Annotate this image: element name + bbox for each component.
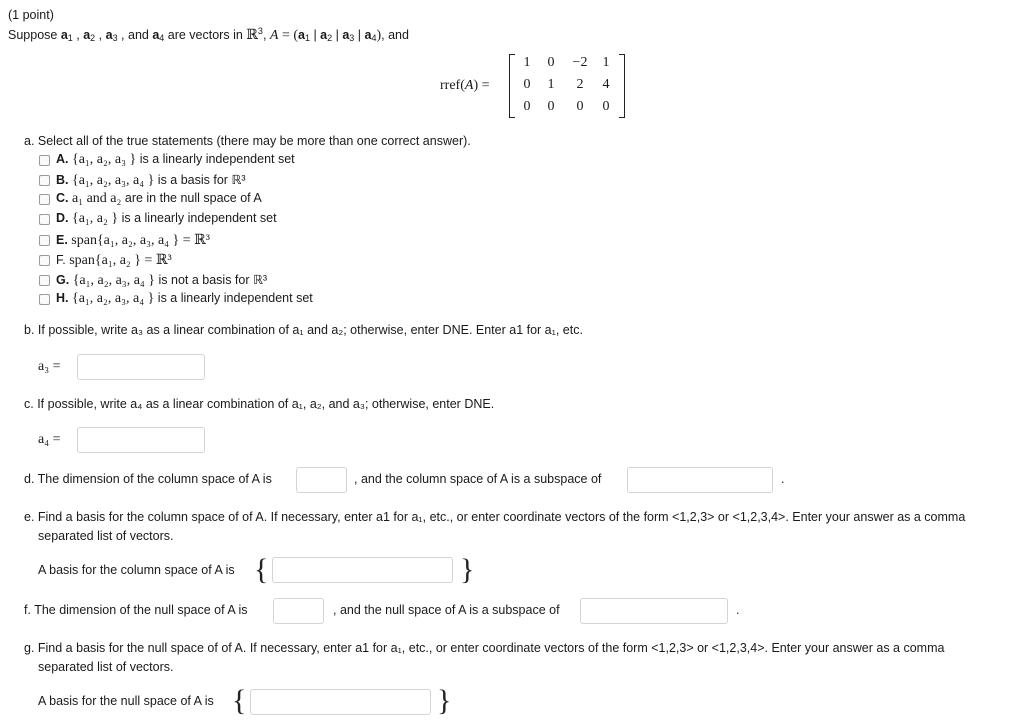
checkbox-option-f[interactable] [39,255,50,266]
part-g-prompt-2: separated list of vectors. [38,660,174,674]
null-space-basis-input[interactable] [250,689,431,715]
matrix-cell: −2 [572,55,588,70]
column-basis-label: A basis for the column space of A is [38,563,235,577]
rref-matrix [509,54,625,118]
matrix-cell: 0 [523,99,531,114]
checkbox-option-b[interactable] [39,175,50,186]
part-e-prompt: e. Find a basis for the column space of of A. If necessary, enter a1 for a₁, etc., or enter coordinate vectors of the form <1,2,3> or <1,2,3,4>. Enter your answer as a comma [24,510,966,524]
option-g: G. {a₁, a₂, a₃, a₄ } is not a basis for ℝ³ [56,273,268,288]
matrix-cell: 0 [547,55,555,70]
a4-label: a₄ = [38,432,61,447]
null-space-dimension-input[interactable] [273,598,324,624]
null-space-subspace-input[interactable] [580,598,728,624]
part-e-prompt-2: separated list of vectors. [38,529,174,543]
matrix-cell: 1 [547,77,555,92]
matrix-cell: 0 [576,99,584,114]
points-label: (1 point) [8,8,54,22]
checkbox-option-c[interactable] [39,194,50,205]
checkbox-option-a[interactable] [39,155,50,166]
option-f: F. span{a₁, a₂ } = ℝ³ [56,253,172,268]
part-f-text: f. The dimension of the null space of A is [24,603,248,617]
open-brace: { [232,684,247,717]
a4-input[interactable] [77,427,205,453]
close-brace: } [437,684,452,717]
matrix-cell: 0 [523,77,531,92]
a3-label: a₃ = [38,359,61,374]
part-d-text: d. The dimension of the column space of A is [24,472,272,486]
matrix-cell: 4 [602,77,610,92]
option-b: B. {a₁, a₂, a₃, a₄ } is a basis for ℝ³ [56,173,246,188]
matrix-cell: 0 [602,99,610,114]
checkbox-option-g[interactable] [39,275,50,286]
a3-input[interactable] [77,354,205,380]
checkbox-option-h[interactable] [39,294,50,305]
part-a-prompt: a. Select all of the true statements (there may be more than one correct answer). [24,134,471,148]
part-c-prompt: c. If possible, write a₄ as a linear combination of a₁, a₂, and a₃; otherwise, enter DNE. [24,397,495,411]
option-a: A. {a₁, a₂, a₃ } is a linearly independent set [56,152,295,167]
part-f-text-2: , and the null space of A is a subspace of [333,603,560,617]
column-space-subspace-input[interactable] [627,467,773,493]
matrix-cell: 1 [523,55,531,70]
rref-label: rref(A) = [440,78,490,93]
part-d-period: . [781,472,785,486]
matrix-cell: 0 [547,99,555,114]
part-f-period: . [736,603,740,617]
close-brace: } [460,553,475,586]
part-d-text-2: , and the column space of A is a subspace of [354,472,602,486]
matrix-cell: 1 [602,55,610,70]
option-e: E. span{a₁, a₂, a₃, a₄ } = ℝ³ [56,233,211,248]
null-basis-label: A basis for the null space of A is [38,694,214,708]
part-b-prompt: b. If possible, write a₃ as a linear combination of a₁ and a₂; otherwise, enter DNE. Enter a1 for a₁, etc. [24,323,583,337]
part-g-prompt: g. Find a basis for the null space of of A. If necessary, enter a1 for a₁, etc., or enter coordinate vectors of the form <1,2,3> or <1,2,3,4>. Enter your answer as a comma [24,641,945,655]
option-c: C. a₁ and a₂ are in the null space of A [56,191,262,206]
option-h: H. {a₁, a₂, a₃, a₄ } is a linearly independent set [56,291,313,306]
column-space-dimension-input[interactable] [296,467,347,493]
checkbox-option-e[interactable] [39,235,50,246]
open-brace: { [254,553,269,586]
problem-intro: Suppose $a_1$ , $a_2$ , $a_3$ , and $a_4$ are vectors in ℝ$^3$, $A = (a_1$ | $a_2$ | $a_3$ | $a_4$), and [8,26,409,43]
matrix-cell: 2 [576,77,584,92]
column-space-basis-input[interactable] [272,557,453,583]
option-d: D. {a₁, a₂ } is a linearly independent set [56,211,277,226]
checkbox-option-d[interactable] [39,214,50,225]
